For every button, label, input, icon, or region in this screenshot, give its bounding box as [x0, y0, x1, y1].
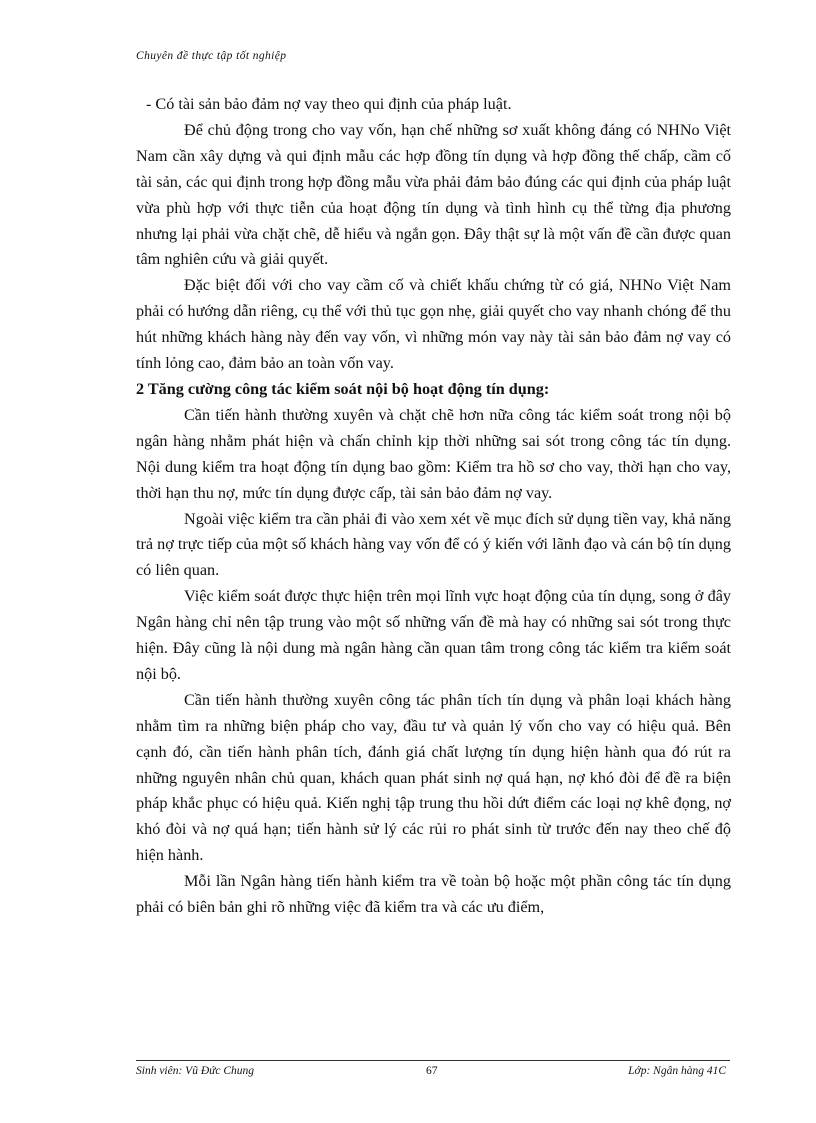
paragraph-6: Cần tiến hành thường xuyên công tác phân tích tín dụng và phân loại khách hàng nhằm tìm ra những biện pháp cho vay, đầu tư và quản lý vốn cho vay có hiệu quả. Bên cạnh đó, cần tiến hành phân tích, đánh giá chất lượng tín dụng hiện hành qua đó rút ra những nguyên nhân chủ quan, khách quan phát sinh nợ quá hạn, nợ khó đòi để đề ra biện pháp khắc phục có hiệu quả. Kiến nghị tập trung thu hồi dứt điểm các loại nợ khê đọng, nợ khó đòi và nợ quá hạn; tiến hành sử lý các rủi ro phát sinh từ trước đến nay theo chế độ hiện hành.	[136, 690, 731, 865]
paragraph-7: Mỗi lần Ngân hàng tiến hành kiểm tra về toàn bộ hoặc một phần công tác tín dụng phải có biên bản ghi rõ những việc đã kiểm tra và các ưu điểm,	[136, 872, 731, 917]
paragraph-4: Ngoài việc kiểm tra cần phải đi vào xem xét về mục đích sử dụng tiền vay, khả năng trả nợ trực tiếp của một số khách hàng vay vốn để có ý kiến với lãnh đạo và cán bộ tín dụng có liên quan.	[136, 509, 731, 580]
page-number: 67	[426, 1065, 438, 1077]
footer-class: Lớp: Ngân hàng 41C	[628, 1065, 726, 1077]
document-body	[136, 92, 731, 921]
page-footer	[136, 1060, 730, 1077]
paragraph-1: Để chủ động trong cho vay vốn, hạn chế những sơ xuất không đáng có NHNo Việt Nam cần xây dựng và qui định mẫu các hợp đồng tín dụng và hợp đồng thế chấp, cầm cố tài sản, các qui định trong hợp đồng mẫu vừa phải đảm bảo đúng các qui định của pháp luật vừa phù hợp với thực tiễn của hoạt động tín dụng và tình hình cụ thể từng địa phương nhưng lại phải vừa chặt chẽ, dễ hiểu và ngắn gọn. Đây thật sự là một vấn đề cần được quan tâm nghiên cứu và giải quyết.	[136, 120, 731, 269]
bullet-item: - Có tài sản bảo đảm nợ vay theo qui định của pháp luật.	[146, 95, 512, 113]
paragraph-5: Việc kiểm soát được thực hiện trên mọi lĩnh vực hoạt động của tín dụng, song ở đây Ngân hàng chỉ nên tập trung vào một số những vấn đề mà hay có những sai sót trong thực hiện. Đây cũng là nội dung mà ngân hàng cần quan tâm trong công tác kiểm tra kiểm soát nội bộ.	[136, 587, 731, 683]
page-header: Chuyên đề thực tập tốt nghiệp	[136, 50, 287, 62]
section-heading: 2 Tăng cường công tác kiểm soát nội bộ hoạt động tín dụng:	[136, 379, 550, 398]
paragraph-3: Cần tiến hành thường xuyên và chặt chẽ hơn nữa công tác kiểm soát trong nội bộ ngân hàng nhằm phát hiện và chấn chỉnh kịp thời những sai sót trong công tác tín dụng. Nội dung kiểm tra hoạt động tín dụng bao gồm: Kiểm tra hồ sơ cho vay, thời hạn cho vay, thời hạn thu nợ, mức tín dụng được cấp, tài sản bảo đảm nợ vay.	[136, 405, 731, 502]
paragraph-2: Đặc biệt đối với cho vay cầm cố và chiết khấu chứng từ có giá, NHNo Việt Nam phải có hướng dẫn riêng, cụ thể với thủ tục gọn nhẹ, giải quyết cho vay nhanh chóng để thu hút những khách hàng này đến vay vốn, vì những món vay này tài sản bảo đảm nợ vay có tính lỏng cao, đảm bảo an toàn vốn vay.	[136, 276, 731, 373]
footer-student: Sinh viên: Vũ Đức Chung	[136, 1065, 255, 1077]
